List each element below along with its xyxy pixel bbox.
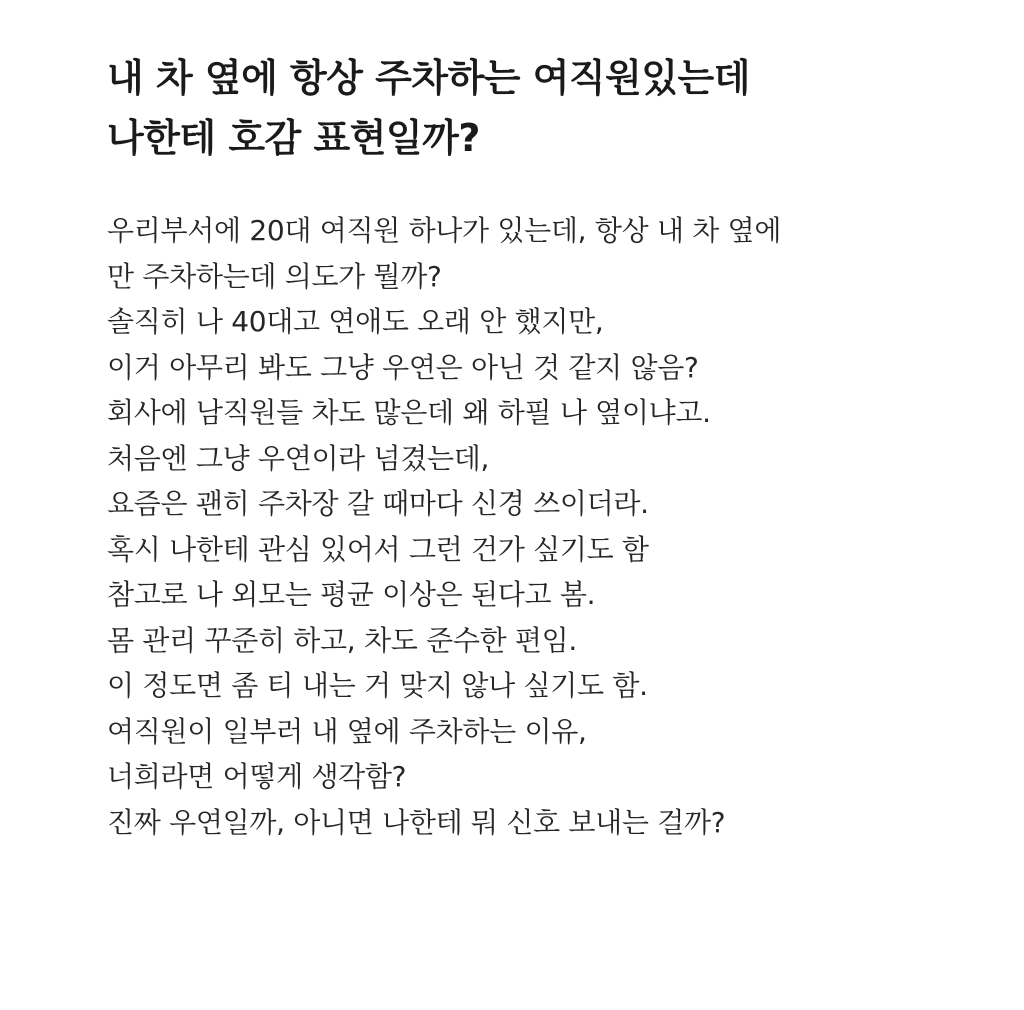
post-title-line: 내 차 옆에 항상 주차하는 여직원있는데 (107, 56, 750, 100)
post-body-line: 참고로 나 외모는 평균 이상은 된다고 봄. (107, 578, 596, 611)
post-title-line: 나한테 호감 표현일까? (107, 116, 480, 160)
post-body (107, 208, 987, 845)
post-body-line: 너희라면 어떻게 생각함? (107, 760, 407, 793)
post-body-line: 혹시 나한테 관심 있어서 그런 건가 싶기도 함 (107, 532, 649, 566)
post-body-line: 만 주차하는데 의도가 뭘까? (107, 259, 442, 293)
post-body-line: 우리부서에 20대 여직원 하나가 있는데, 항상 내 차 옆에 (107, 214, 782, 247)
post-content (107, 48, 987, 845)
post-body-line: 몸 관리 꾸준히 하고, 차도 준수한 편임. (107, 623, 578, 657)
post-body-line: 이거 아무리 봐도 그냥 우연은 아닌 것 같지 않음? (107, 350, 699, 384)
post-body-line: 요즘은 괜히 주차장 갈 때마다 신경 쓰이더라. (107, 487, 649, 520)
post-body-line: 회사에 남직원들 차도 많은데 왜 하필 나 옆이냐고. (107, 396, 711, 429)
post-body-line: 처음엔 그냥 우연이라 넘겼는데, (107, 441, 490, 475)
post-body-line: 진짜 우연일까, 아니면 나한테 뭐 신호 보내는 걸까? (107, 805, 726, 839)
post-body-line: 솔직히 나 40대고 연애도 오래 안 했지만, (107, 305, 604, 338)
post-title (107, 48, 987, 168)
post-body-line: 여직원이 일부러 내 옆에 주차하는 이유, (107, 714, 587, 748)
post-body-line: 이 정도면 좀 티 내는 거 맞지 않나 싶기도 함. (107, 669, 648, 702)
